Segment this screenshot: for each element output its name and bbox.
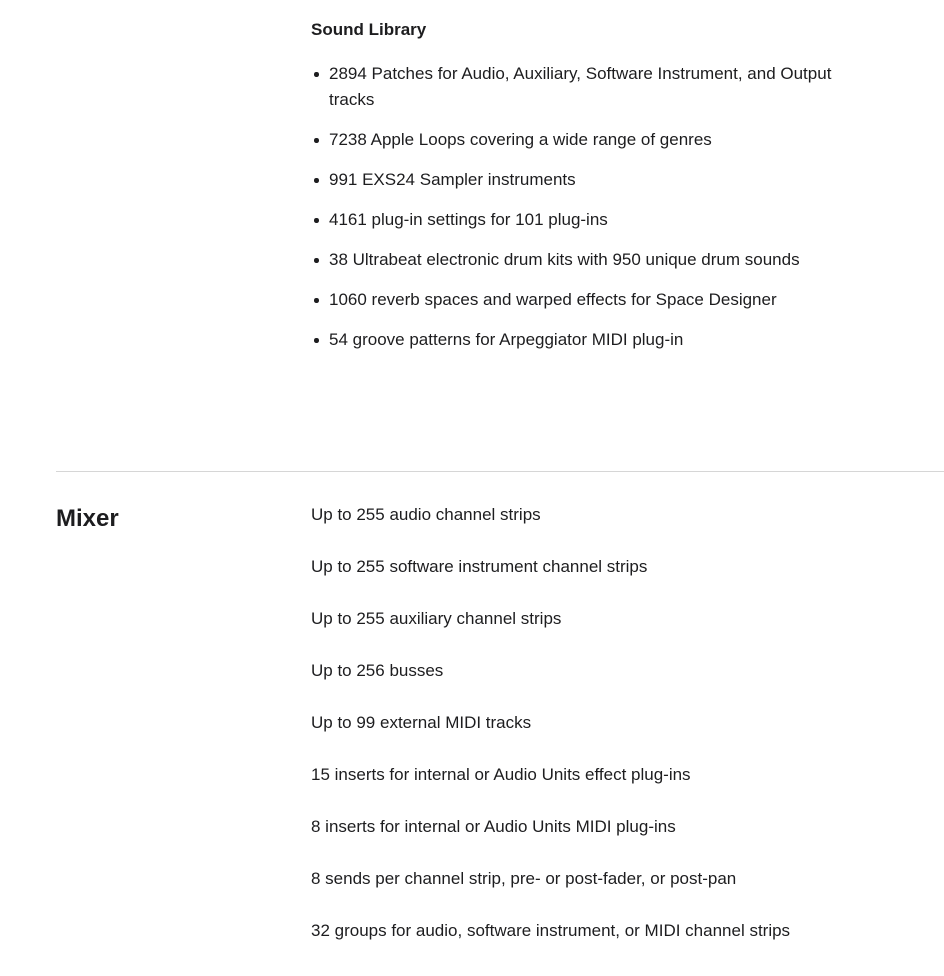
spec-line: Up to 255 software instrument channel strips [311, 557, 648, 576]
bullet-dot [314, 298, 319, 303]
list-item-text: 4161 plug-in settings for 101 plug-ins [329, 210, 608, 229]
list-item [311, 61, 849, 113]
spec-line: 32 groups for audio, software instrument, or MIDI channel strips [311, 921, 791, 940]
list-item-text: 54 groove patterns for Arpeggiator MIDI plug-in [329, 330, 684, 349]
spec-line: 8 sends per channel strip, pre- or post-fader, or post-pan [311, 869, 737, 888]
bullet-dot [314, 218, 319, 223]
spec-line: 8 inserts for internal or Audio Units MIDI plug-ins [311, 817, 676, 836]
bullet-dot [314, 258, 319, 263]
section-title-mixer: Mixer [56, 505, 119, 532]
spec-line: Up to 99 external MIDI tracks [311, 713, 532, 732]
tech-specs-table [56, 0, 944, 970]
bullet-dot [314, 72, 319, 77]
spec-line: Up to 256 busses [311, 661, 444, 680]
list-item-text: 7238 Apple Loops covering a wide range of genres [329, 130, 712, 149]
mixer-label-col [56, 502, 311, 534]
spec-line: Up to 255 audio channel strips [311, 505, 541, 524]
list-item-text: 38 Ultrabeat electronic drum kits with 950 unique drum sounds [329, 250, 800, 269]
bullet-dot [314, 178, 319, 183]
bullet-dot [314, 338, 319, 343]
list-item [311, 167, 849, 193]
list-item-text: 1060 reverb spaces and warped effects for Space Designer [329, 290, 777, 309]
bullet-dot [314, 138, 319, 143]
list-item [311, 127, 849, 153]
list-item-text: 991 EXS24 Sampler instruments [329, 170, 576, 189]
list-item [311, 207, 849, 233]
sound-library-bullet-list [311, 61, 944, 353]
mixer-content [311, 502, 944, 970]
sound-library-subheading: Sound Library [311, 20, 427, 39]
spec-row-mixer [56, 471, 944, 970]
sound-library-content [311, 17, 944, 367]
spec-line: 15 inserts for internal or Audio Units effect plug-ins [311, 765, 691, 784]
list-item-text: 2894 Patches for Audio, Auxiliary, Software Instrument, and Output tracks [329, 64, 832, 109]
list-item [311, 247, 849, 273]
spec-row-sound-library [56, 0, 944, 471]
spec-line: Up to 255 auxiliary channel strips [311, 609, 562, 628]
list-item [311, 287, 849, 313]
list-item [311, 327, 849, 353]
